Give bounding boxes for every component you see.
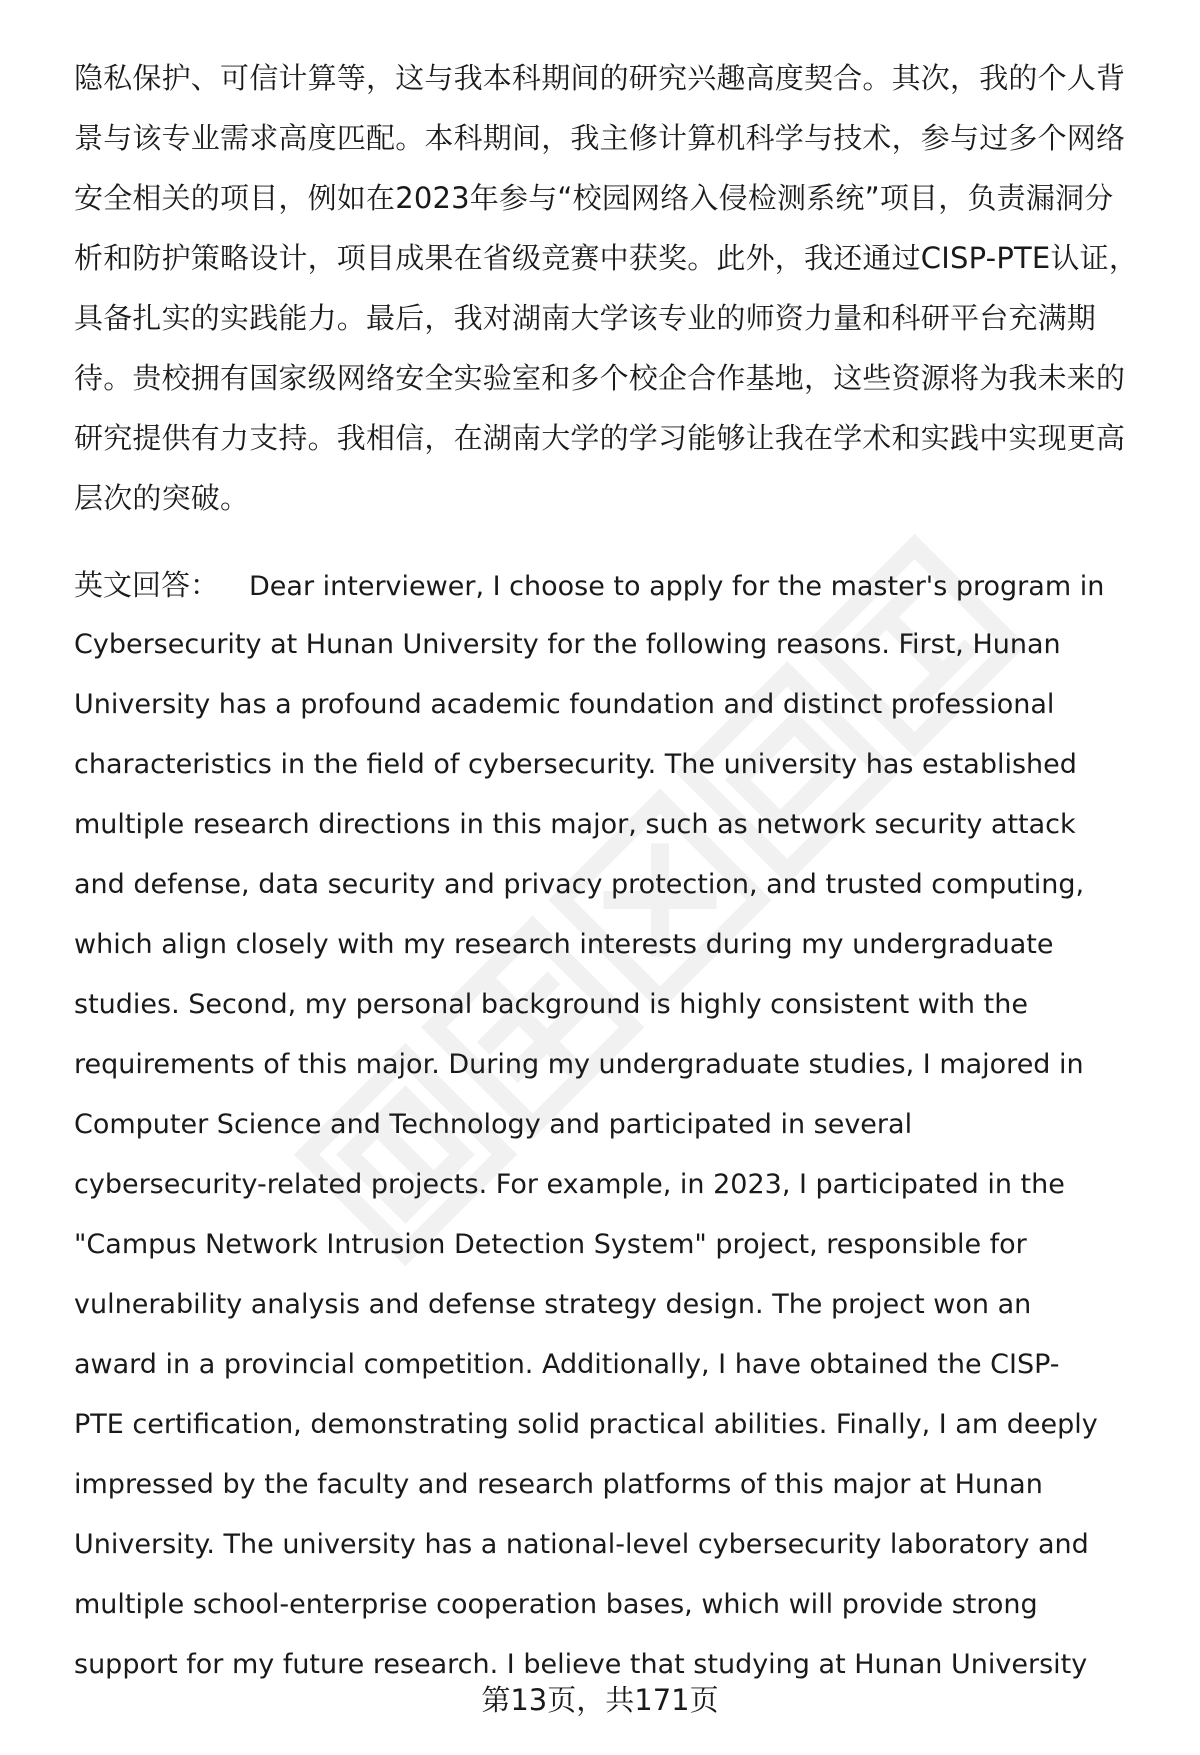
en-line: characteristics in the field of cybersecurity. The university has established bbox=[74, 749, 1077, 780]
en-line: Cybersecurity at Hunan University for the following reasons. First, Hunan bbox=[74, 629, 1061, 660]
zh-line: 景与该专业需求高度匹配。本科期间，我主修计算机科学与技术，参与过多个网络 bbox=[74, 121, 1126, 155]
en-line: University has a profound academic foundation and distinct professional bbox=[74, 689, 1055, 720]
en-line: and defense, data security and privacy protection, and trusted computing, bbox=[74, 869, 1085, 900]
zh-line: 隐私保护、可信计算等，这与我本科期间的研究兴趣高度契合。其次，我的个人背 bbox=[74, 61, 1126, 95]
en-line: Computer Science and Technology and participated in several bbox=[74, 1109, 913, 1140]
page-number: 第13页，共171页 bbox=[481, 1683, 719, 1717]
en-line: "Campus Network Intrusion Detection System" project, responsible for bbox=[74, 1229, 1027, 1260]
en-line: PTE certification, demonstrating solid practical abilities. Finally, I am deeply bbox=[74, 1409, 1098, 1440]
en-line: support for my future research. I believe that studying at Hunan University bbox=[74, 1649, 1088, 1680]
en-line-text: Dear interviewer, I choose to apply for the master's program in bbox=[249, 571, 1105, 602]
zh-line: 具备扎实的实践能力。最后，我对湖南大学该专业的师资力量和科研平台充满期 bbox=[74, 301, 1097, 335]
chinese-answer-paragraph bbox=[74, 48, 1164, 528]
en-line: University. The university has a national-level cybersecurity laboratory and bbox=[74, 1529, 1089, 1560]
en-line: multiple research directions in this major, such as network security attack bbox=[74, 809, 1076, 840]
zh-line: 待。贵校拥有国家级网络安全实验室和多个校企合作基地，这些资源将为我未来的 bbox=[74, 361, 1126, 395]
en-line: award in a provincial competition. Additionally, I have obtained the CISP- bbox=[74, 1349, 1060, 1380]
en-line: vulnerability analysis and defense strategy design. The project won an bbox=[74, 1289, 1032, 1320]
zh-line: 析和防护策略设计，项目成果在省级竞赛中获奖。此外，我还通过CISP-PTE认证， bbox=[74, 241, 1139, 275]
en-line: studies. Second, my personal background is highly consistent with the bbox=[74, 989, 1028, 1020]
english-answer-label: 英文回答： bbox=[74, 568, 220, 602]
en-first-line bbox=[74, 555, 1164, 615]
en-line: requirements of this major. During my undergraduate studies, I majored in bbox=[74, 1049, 1084, 1080]
en-line: cybersecurity-related projects. For example, in 2023, I participated in the bbox=[74, 1169, 1065, 1200]
en-line: which align closely with my research interests during my undergraduate bbox=[74, 929, 1054, 960]
zh-line: 层次的突破。 bbox=[74, 481, 250, 515]
zh-line: 安全相关的项目，例如在2023年参与“校园网络入侵检测系统”项目，负责漏洞分 bbox=[74, 181, 1114, 215]
en-line: multiple school-enterprise cooperation bases, which will provide strong bbox=[74, 1589, 1038, 1620]
zh-line: 研究提供有力支持。我相信，在湖南大学的学习能够让我在学术和实践中实现更高 bbox=[74, 421, 1126, 455]
english-answer-paragraph bbox=[74, 555, 1164, 1695]
en-line: impressed by the faculty and research platforms of this major at Hunan bbox=[74, 1469, 1043, 1500]
